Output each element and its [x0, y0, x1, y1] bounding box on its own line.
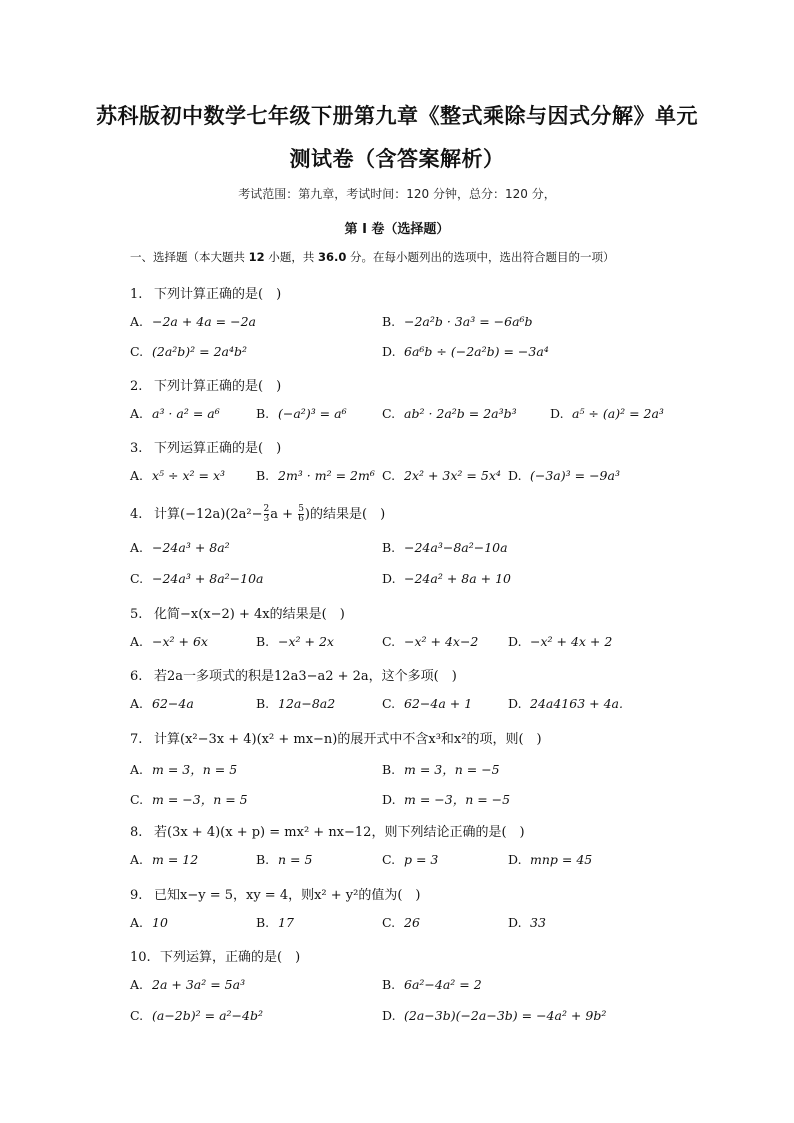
option-a[interactable]: A. m = 12 — [130, 852, 199, 867]
option-d[interactable]: D. 6a⁶b ÷ (−2a²b) = −3a⁴ — [382, 344, 549, 359]
options-row — [130, 760, 730, 780]
option-b[interactable]: B. n = 5 — [256, 852, 313, 867]
question-9 — [130, 884, 730, 903]
options-row — [130, 468, 730, 488]
question-10 — [130, 946, 730, 965]
exam-title-line1: 苏科版初中数学七年级下册第九章《整式乘除与因式分解》单元 — [96, 103, 698, 128]
option-d[interactable]: D. 24a4163 + 4a. — [508, 696, 623, 711]
option-a[interactable]: A. −2a + 4a = −2a — [130, 314, 257, 329]
option-b[interactable]: B. (−a²)³ = a⁶ — [256, 406, 347, 421]
option-c[interactable]: C. −24a³ + 8a²−10a — [130, 571, 264, 586]
fraction-two-thirds: $\frac{2}{3}$ — [263, 504, 270, 524]
option-c[interactable]: C. 62−4a + 1 — [382, 696, 473, 711]
option-c[interactable]: C. (2a²b)² = 2a⁴b² — [130, 344, 248, 359]
question-text-start: 计算(−12a)(2a²− — [154, 507, 263, 522]
option-d[interactable]: D. a⁵ ÷ (a)² = 2a³ — [550, 406, 664, 421]
options-row — [130, 634, 730, 654]
question-text-mid: a + — [270, 507, 298, 522]
question-number: 9. — [130, 888, 143, 903]
section-mid: 小题，共 — [264, 250, 318, 264]
part-heading: 第 I 卷（选择题） — [344, 222, 450, 237]
question-4 — [130, 503, 730, 524]
question-text: 若(3x + 4)(x + p) = mx² + nx−12，则下列结论正确的是( ) — [154, 825, 525, 840]
option-b[interactable]: B. 17 — [256, 915, 294, 930]
option-d[interactable]: D. m = −3，n = −5 — [382, 792, 511, 807]
option-b[interactable]: B. 6a²−4a² = 2 — [382, 977, 482, 992]
section-count: 12 — [248, 250, 265, 264]
options-row — [130, 852, 730, 872]
question-text: 下列计算正确的是( ) — [154, 287, 282, 302]
question-number: 2. — [130, 379, 143, 394]
question-text: 下列运算，正确的是( ) — [160, 950, 301, 965]
option-c[interactable]: C. (a−2b)² = a²−4b² — [130, 1008, 263, 1023]
question-number: 6. — [130, 669, 143, 684]
question-text: 下列运算正确的是( ) — [154, 441, 282, 456]
option-b[interactable]: B. 12a−8a2 — [256, 696, 336, 711]
question-2 — [130, 375, 730, 394]
options-row — [130, 314, 730, 334]
question-3 — [130, 437, 730, 456]
option-d[interactable]: D. −24a² + 8a + 10 — [382, 571, 511, 586]
options-row — [130, 696, 730, 716]
option-a[interactable]: A. 10 — [130, 915, 168, 930]
option-a[interactable]: A. a³ · a² = a⁶ — [130, 406, 220, 421]
question-text: 下列计算正确的是( ) — [154, 379, 282, 394]
option-d[interactable]: D. −x² + 4x + 2 — [508, 634, 613, 649]
question-text: 计算(x²−3x + 4)(x² + mx−n)的展开式中不含x³和x²的项，则( ) — [154, 732, 542, 747]
option-b[interactable]: B. −24a³−8a²−10a — [382, 540, 508, 555]
option-c[interactable]: C. ab² · 2a²b = 2a³b³ — [382, 406, 517, 421]
option-b[interactable]: B. m = 3，n = −5 — [382, 762, 500, 777]
option-c[interactable]: C. m = −3，n = 5 — [130, 792, 248, 807]
option-b[interactable]: B. −2a²b · 3a³ = −6a⁶b — [382, 314, 533, 329]
option-a[interactable]: A. 2a + 3a² = 5a³ — [130, 977, 246, 992]
section-score: 36.0 — [317, 250, 347, 264]
exam-meta: 考试范围：第九章，考试时间：120 分钟，总分：120 分， — [238, 187, 556, 201]
options-row — [130, 571, 730, 591]
exam-title-line2: 测试卷（含答案解析） — [289, 146, 505, 171]
option-a[interactable]: A. x⁵ ÷ x² = x³ — [130, 468, 226, 483]
options-row — [130, 790, 730, 810]
question-text-end: )的结果是( ) — [304, 507, 386, 522]
question-text: 若2a一多项式的积是12a3−a2 + 2a，这个多项( ) — [154, 669, 457, 684]
question-text: 已知x−y = 5，xy = 4，则x² + y²的值为( ) — [154, 888, 421, 903]
option-d[interactable]: D. 33 — [508, 915, 546, 930]
option-c[interactable]: C. p = 3 — [382, 852, 439, 867]
options-row — [130, 977, 730, 997]
question-text: 化简−x(x−2) + 4x的结果是( ) — [154, 607, 345, 622]
option-a[interactable]: A. −24a³ + 8a² — [130, 540, 230, 555]
option-b[interactable]: B. −x² + 2x — [256, 634, 334, 649]
options-row — [130, 1008, 730, 1028]
question-number: 3. — [130, 441, 143, 456]
option-c[interactable]: C. 2x² + 3x² = 5x⁴ — [382, 468, 501, 483]
question-7 — [130, 728, 730, 747]
question-number: 7. — [130, 732, 143, 747]
option-d[interactable]: D. (−3a)³ = −9a³ — [508, 468, 620, 483]
question-8 — [130, 821, 730, 840]
option-a[interactable]: A. 62−4a — [130, 696, 194, 711]
option-c[interactable]: C. −x² + 4x−2 — [382, 634, 479, 649]
question-number: 4. — [130, 507, 143, 522]
fraction-five-sixths: $\frac{5}{6}$ — [298, 504, 304, 524]
question-5 — [130, 603, 730, 622]
option-d[interactable]: D. mnp = 45 — [508, 852, 593, 867]
option-a[interactable]: A. m = 3，n = 5 — [130, 762, 238, 777]
question-number: 8. — [130, 825, 143, 840]
question-number: 10. — [130, 950, 151, 965]
section-heading — [130, 249, 730, 265]
question-number: 1. — [130, 287, 143, 302]
question-number: 5. — [130, 607, 143, 622]
options-row — [130, 406, 730, 426]
option-c[interactable]: C. 26 — [382, 915, 420, 930]
options-row — [130, 915, 730, 935]
section-prefix: 一、选择题（本大题共 — [130, 250, 249, 264]
question-1 — [130, 283, 730, 302]
section-suffix: 分。在每小题列出的选项中，选出符合题目的一项） — [346, 250, 615, 264]
option-a[interactable]: A. −x² + 6x — [130, 634, 208, 649]
options-row — [130, 344, 730, 364]
option-b[interactable]: B. 2m³ · m² = 2m⁶ — [256, 468, 375, 483]
options-row — [130, 540, 730, 560]
question-6 — [130, 665, 730, 684]
option-d[interactable]: D. (2a−3b)(−2a−3b) = −4a² + 9b² — [382, 1008, 607, 1023]
